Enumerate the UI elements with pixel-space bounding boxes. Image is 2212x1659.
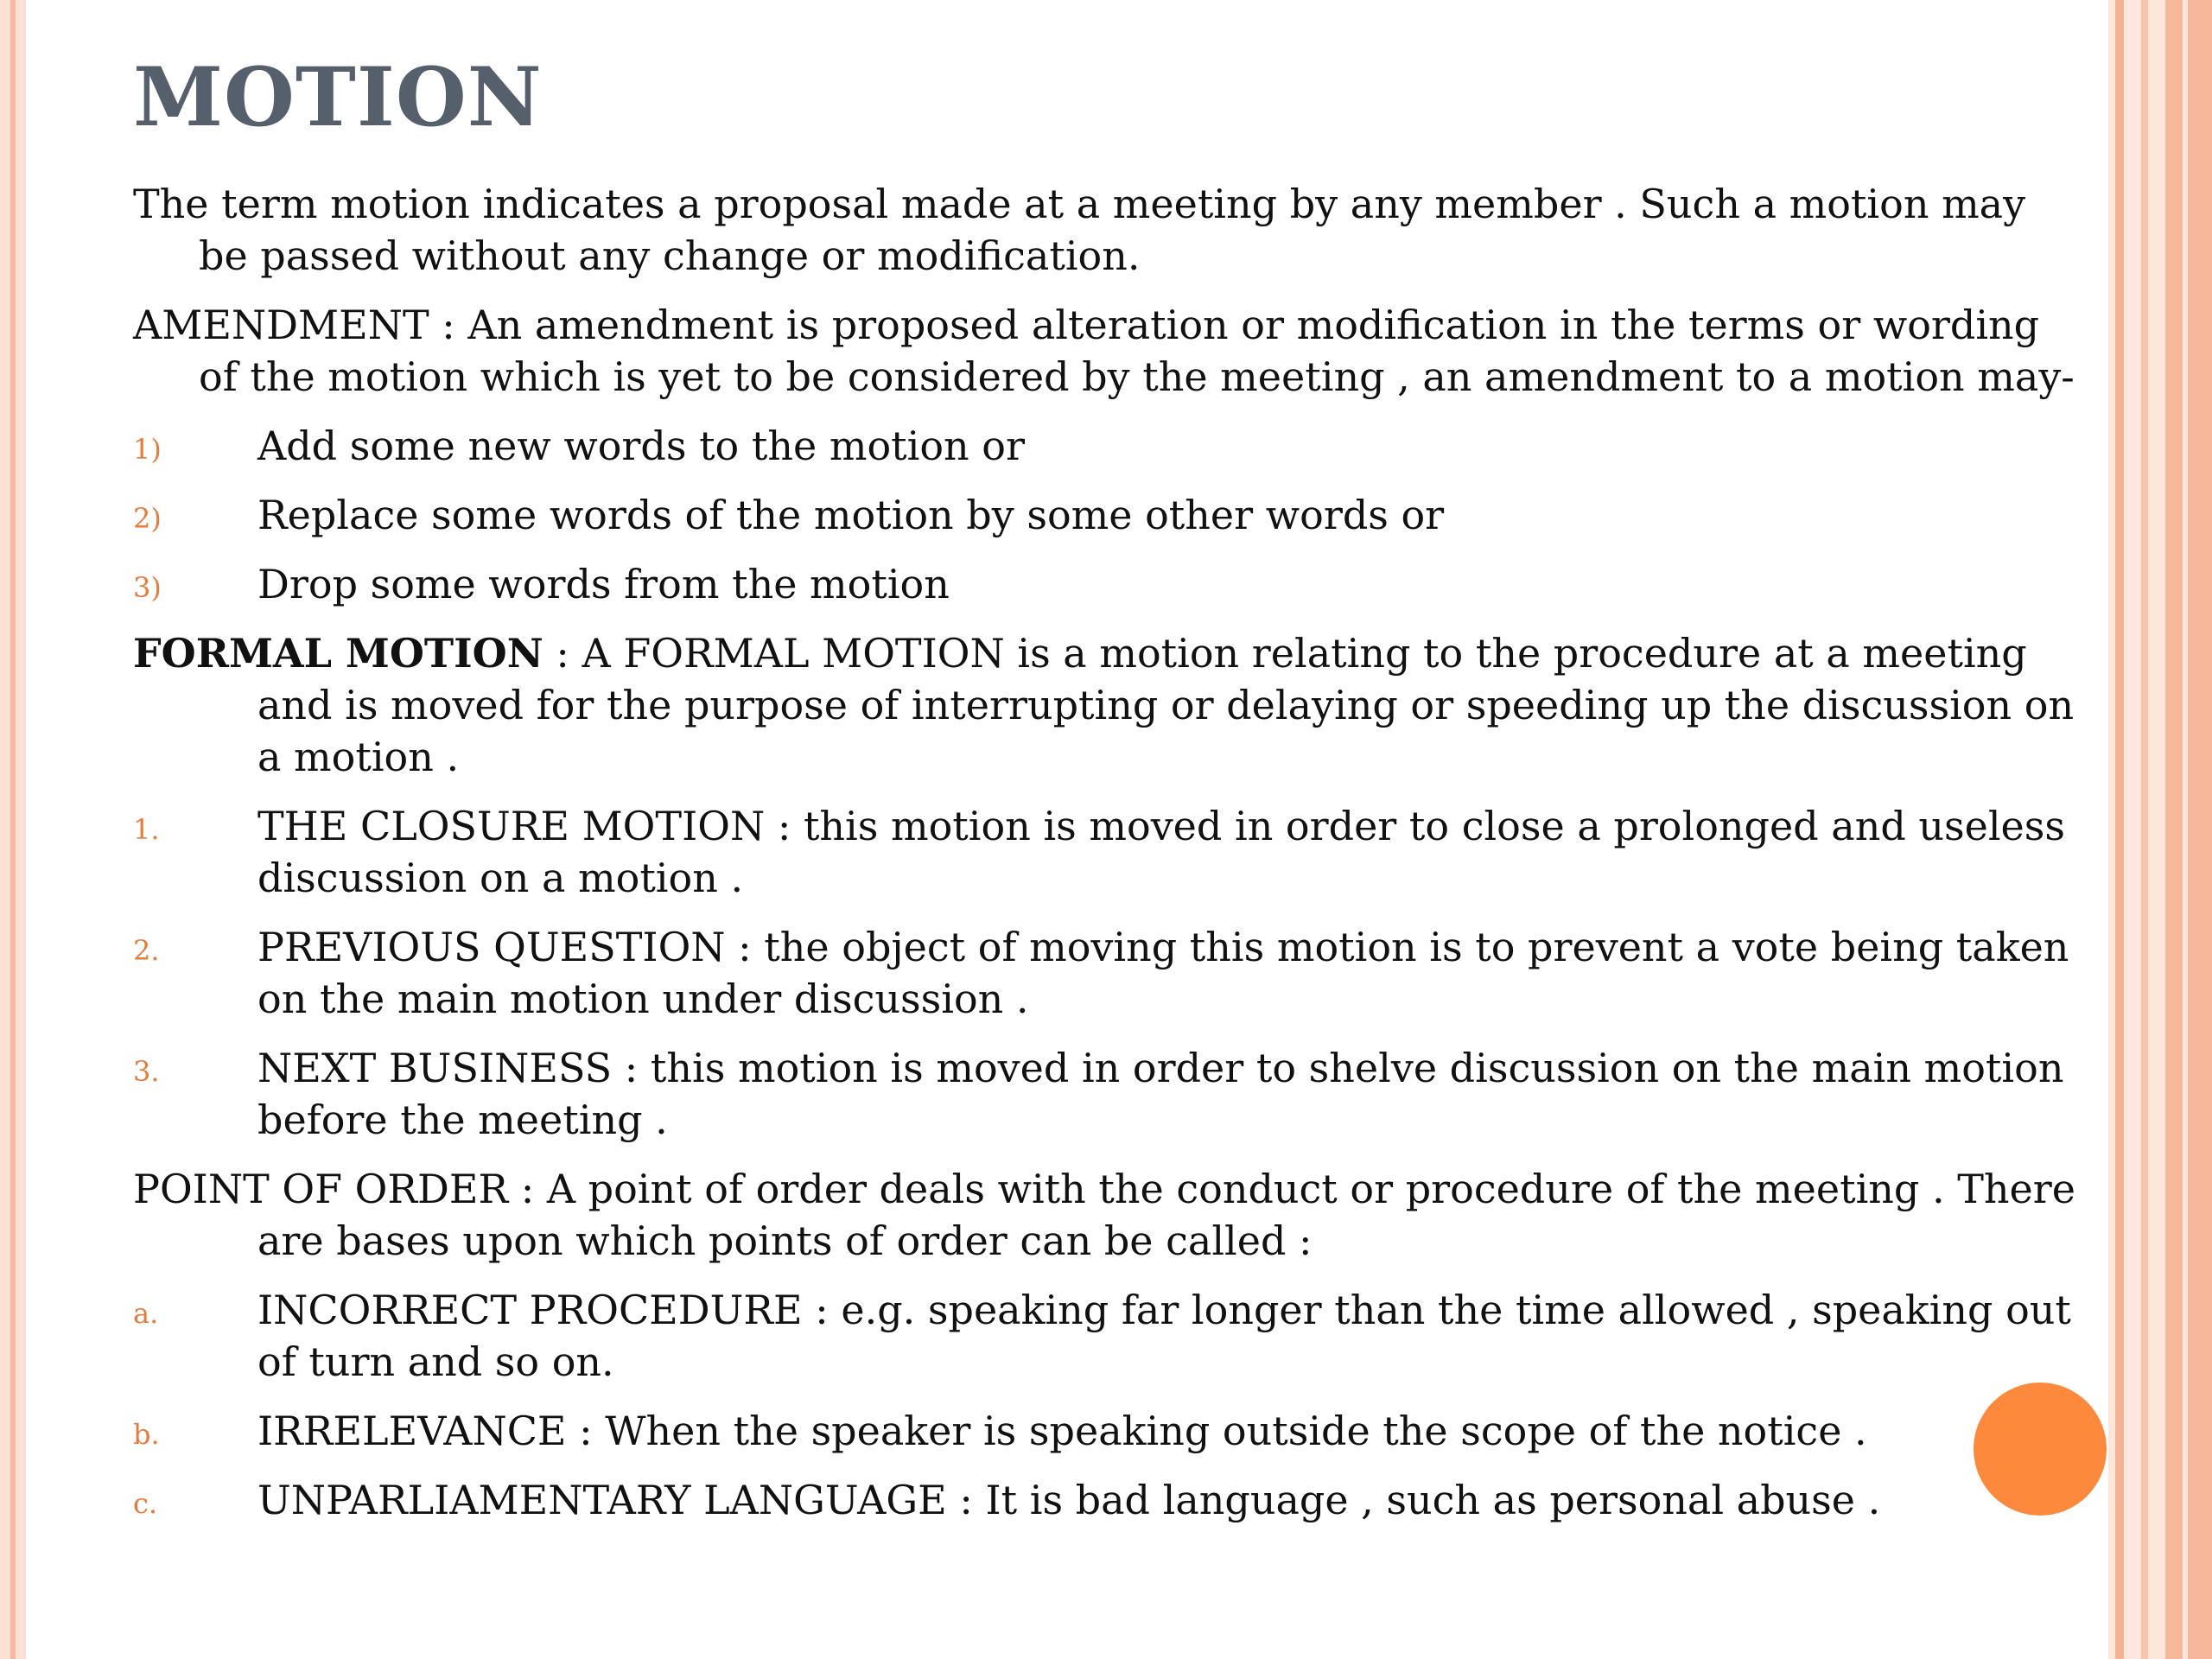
- point-of-order-item: [133, 1284, 2077, 1388]
- item-text: THE CLOSURE MOTION : this motion is moved in order to close a prolonged and useless discussion on a motion .: [257, 803, 2065, 901]
- item-text: UNPARLIAMENTARY LANGUAGE : It is bad language , such as personal abuse .: [257, 1477, 1881, 1523]
- formal-motion-label: FORMAL MOTION: [133, 630, 543, 677]
- item-number: 2.: [133, 934, 160, 967]
- formal-motion-item: [133, 800, 2077, 904]
- point-of-order-item: [133, 1405, 2077, 1457]
- item-text: INCORRECT PROCEDURE : e.g. speaking far longer than the time allowed , speaking out of turn and so on.: [257, 1287, 2071, 1385]
- point-of-order-paragraph: POINT OF ORDER : A point of order deals with the conduct or procedure of the meeting . There are bases upon which points of order can be called :: [133, 1166, 2075, 1264]
- item-text: PREVIOUS QUESTION : the object of moving this motion is to prevent a vote being taken on the main motion under discussion .: [257, 924, 2069, 1022]
- amendment-item: [133, 558, 2077, 610]
- item-text: Replace some words of the motion by some other words or: [257, 492, 1445, 538]
- accent-circle: [1974, 1382, 2107, 1516]
- formal-motion-paragraph: [133, 627, 2077, 783]
- item-number: 3): [133, 571, 162, 604]
- item-number: 1): [133, 433, 162, 466]
- item-text: IRRELEVANCE : When the speaker is speaking outside the scope of the notice .: [257, 1408, 1867, 1454]
- item-text: Drop some words from the motion: [257, 561, 950, 607]
- formal-motion-item: [133, 921, 2077, 1025]
- slide-content: [133, 178, 2077, 1543]
- amendment-item: [133, 489, 2077, 541]
- formal-motion-text: : A FORMAL MOTION is a motion relating to the procedure at a meeting and is moved for the purpose of interrupting or delaying or speeding up the discussion on a motion .: [257, 630, 2075, 780]
- item-text: NEXT BUSINESS : this motion is moved in order to shelve discussion on the main motion before the meeting .: [257, 1045, 2064, 1143]
- left-border-decoration: [0, 0, 26, 1659]
- item-number: c.: [133, 1487, 158, 1520]
- item-number: 1.: [133, 813, 160, 846]
- slide-title: MOTION: [133, 50, 543, 145]
- intro-paragraph: The term motion indicates a proposal made at a meeting by any member . Such a motion may be passed without any change or modification.: [133, 181, 2026, 279]
- item-number: a.: [133, 1297, 159, 1330]
- amendment-paragraph: AMENDMENT : An amendment is proposed alteration or modification in the terms or wording of the motion which is yet to be considered by the meeting , an amendment to a motion may-: [133, 302, 2075, 400]
- item-number: b.: [133, 1418, 160, 1451]
- right-border-decoration: [2108, 0, 2212, 1659]
- formal-motion-item: [133, 1042, 2077, 1146]
- item-number: 3.: [133, 1055, 160, 1088]
- point-of-order-item: [133, 1474, 2077, 1526]
- item-text: Add some new words to the motion or: [257, 423, 1025, 469]
- amendment-item: [133, 420, 2077, 472]
- item-number: 2): [133, 502, 162, 535]
